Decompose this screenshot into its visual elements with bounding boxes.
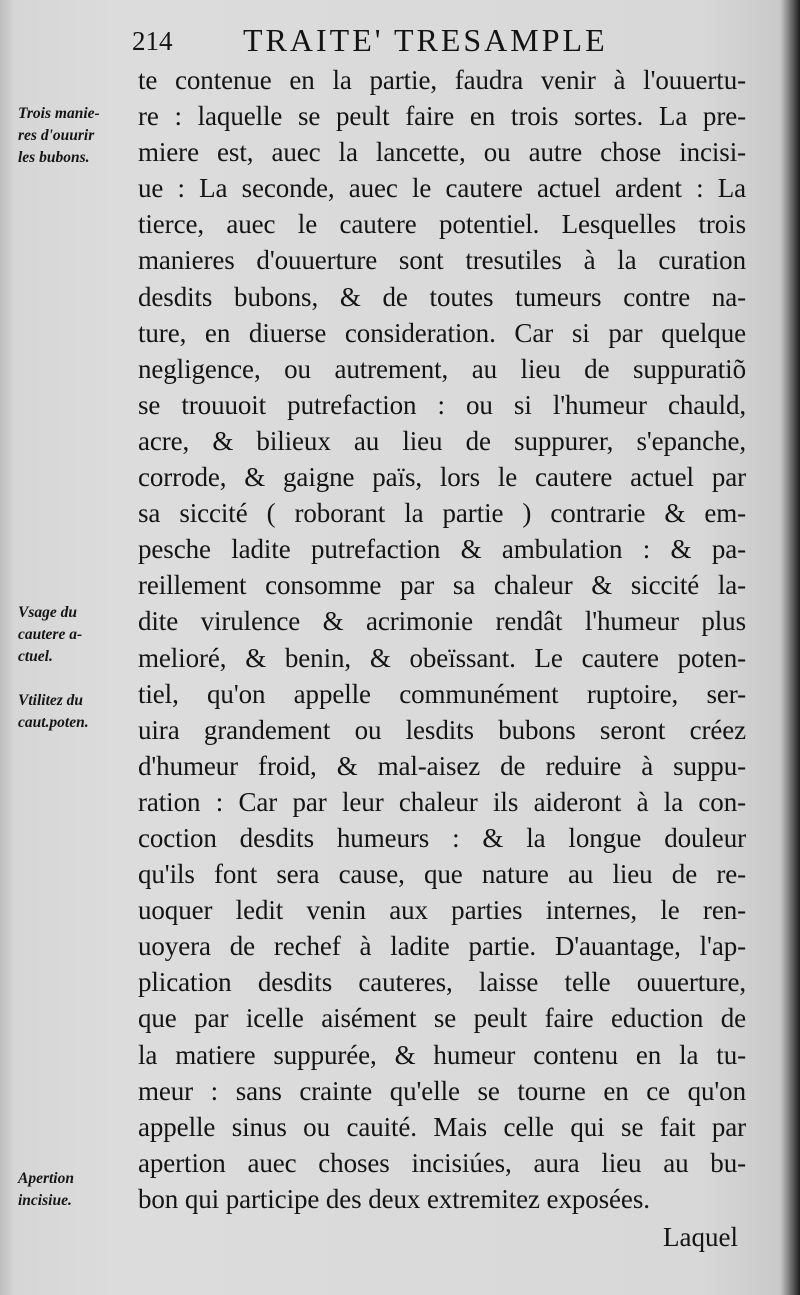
text-line: ue : La seconde, auec le cautere actuel ardent : La [138,173,746,204]
text-line: apertion auec choses incisiúes, aura lieu au bu- [138,1147,746,1178]
text-line: qu'ils font sera cause, que nature au lieu de re- [138,859,746,890]
text-line: tiel, qu'on appelle communément ruptoire, ser- [138,678,746,709]
page-number: 214 [132,26,173,56]
text-line: tierce, auec le cautere potentiel. Lesquelles trois [138,209,746,240]
margin-note-vsage-cautere [18,602,136,668]
text-line: acre, & bilieux au lieu de suppurer, s'epanche, [138,425,746,456]
margin-note-trois-manieres [18,103,136,169]
text-line: que par icelle aisément se peult faire eduction de [138,1003,746,1034]
body-text [138,62,746,1217]
text-line: dite virulence & acrimonie rendât l'humeur plus [138,606,746,637]
margin-note-line: Vsage du [18,604,77,621]
text-line: negligence, ou autrement, au lieu de suppuratiõ [138,353,746,384]
text-line: melioré, & benin, & obeïssant. Le cautere poten- [138,642,746,673]
margin-note-line: res d'ouurir [18,127,95,144]
catchword: Laquel [663,1222,738,1252]
text-line: manieres d'ouuerture sont tresutiles à la curation [138,245,746,276]
margin-note-line: caut.poten. [18,714,89,731]
book-spine-shadow [786,0,800,1295]
margin-note-line: Apertion [18,1170,74,1187]
text-line: re : laquelle se peult faire en trois sortes. La pre- [138,101,746,132]
text-line: ture, en diuerse consideration. Car si par quelque [138,317,746,348]
text-line: uira grandement ou lesdits bubons seront créez [138,714,746,745]
text-line: appelle sinus ou cauité. Mais celle qui se fait par [138,1111,746,1142]
text-line: d'humeur froid, & mal-aisez de reduire à suppu- [138,750,746,781]
text-line: corrode, & gaigne païs, lors le cautere actuel par [138,462,746,493]
page-header [128,20,688,64]
text-line: se trouuoit putrefaction : ou si l'humeur chauld, [138,389,746,420]
margin-note-line: Vtilitez du [18,692,84,709]
margin-note-line: cautere a- [18,626,83,643]
text-line: la matiere suppurée, & humeur contenu en la tu- [138,1039,746,1070]
text-line: coction desdits humeurs : & la longue douleur [138,822,746,853]
text-line: ration : Car par leur chaleur ils aideront à la con- [138,786,746,817]
margin-note-vtilitez [18,690,136,734]
text-line: plication desdits cauteres, laisse telle ouuerture, [138,967,746,998]
text-line: pesche ladite putrefaction & ambulation : & pa- [138,534,746,565]
running-title: TRAITE' TRESAMPLE [243,22,608,58]
text-line: desdits bubons, & de toutes tumeurs contre na- [138,281,746,312]
margin-note-apertion [18,1168,136,1212]
text-line: te contenue en la partie, faudra venir à l'ouuertu- [138,65,746,95]
text-line: reillement consomme par sa chaleur & siccité la- [138,570,746,601]
margin-note-line: les bubons. [18,149,90,166]
text-line: bon qui participe des deux extremitez exposées. [138,1183,650,1214]
text-line: uoyera de rechef à ladite partie. D'auantage, l'ap- [138,931,746,962]
text-line: sa siccité ( roborant la partie ) contrarie & em- [138,498,746,529]
text-line: miere est, auec la lancette, ou autre chose incisi- [138,137,746,168]
text-line: meur : sans crainte qu'elle se tourne en ce qu'on [138,1075,746,1106]
margin-note-line: ctuel. [18,648,53,665]
margin-note-line: Trois manie- [18,105,100,122]
margin-note-line: incisiue. [18,1192,72,1209]
text-line: uoquer ledit venin aux parties internes, le ren- [138,895,746,926]
